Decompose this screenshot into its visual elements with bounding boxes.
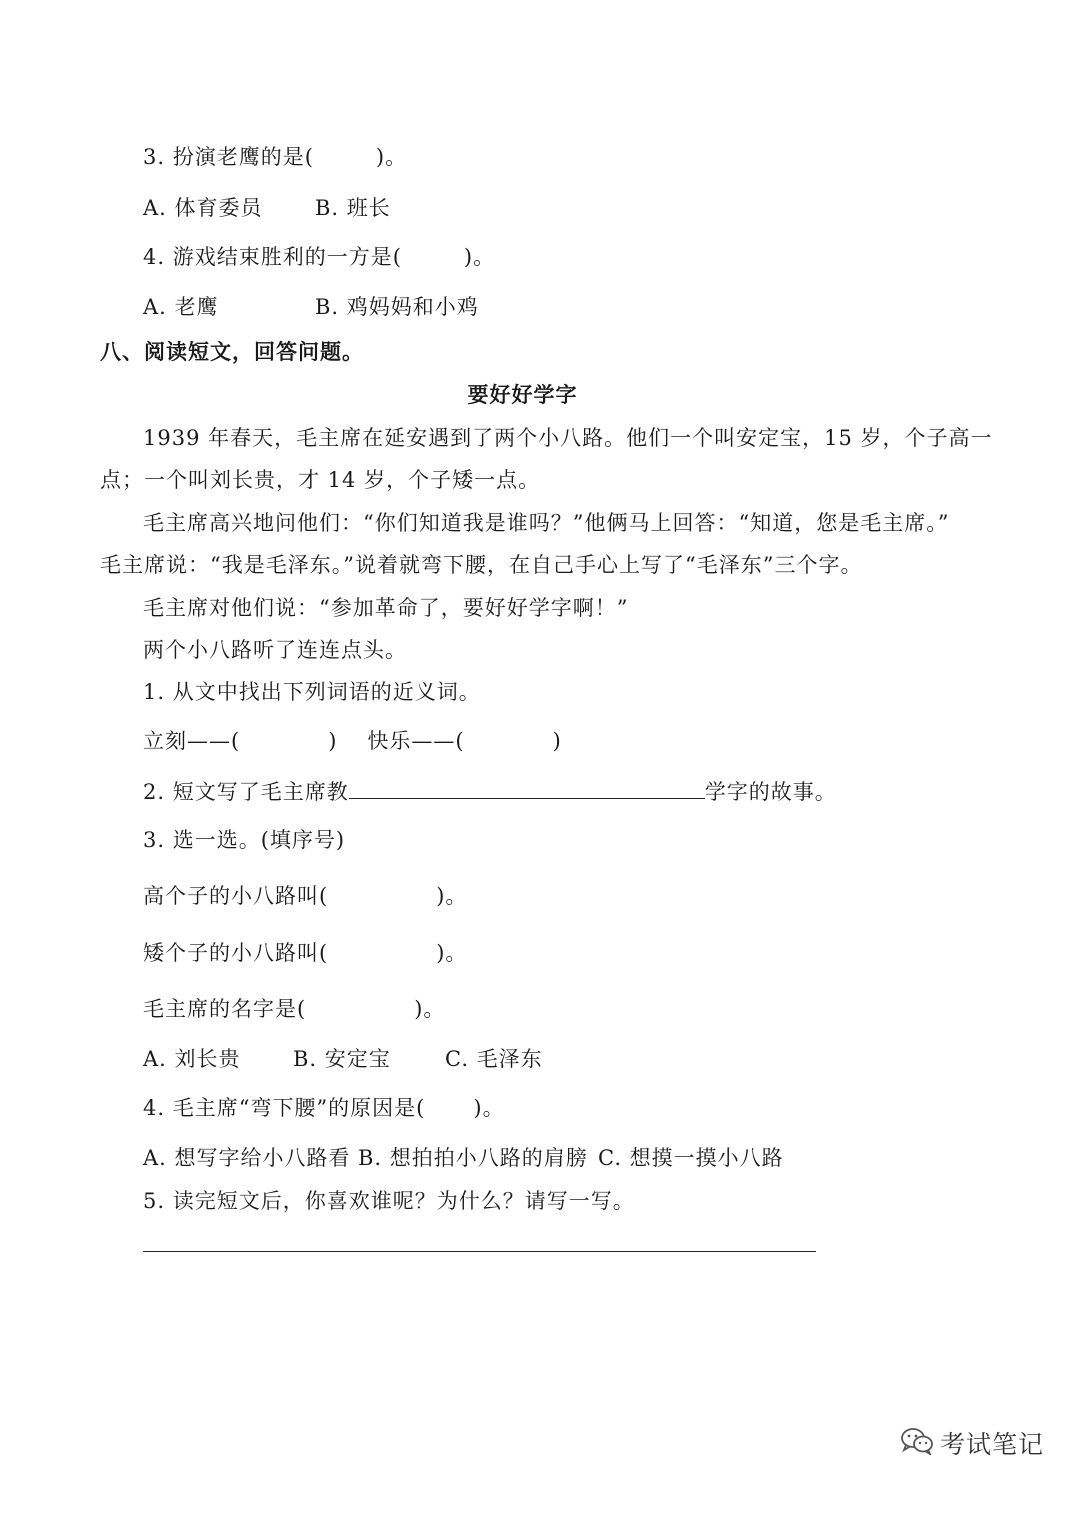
option-a: A. 刘长贵 [143,1047,241,1071]
option-b: B. 安定宝 [293,1047,391,1071]
passage-line: 毛主席对他们说：“参加革命了，要好好学字啊！” [143,596,629,620]
passage-line: 1939 年春天，毛主席在延安遇到了两个小八路。他们一个叫安定宝，15 岁，个子高一 [143,426,993,450]
section-heading: 八、阅读短文，回答问题。 [100,340,364,364]
q7-q3-options [143,193,391,223]
option-c: C. 毛泽东 [445,1047,543,1071]
option-c: C. 想摸一摸小八路 [598,1146,784,1170]
question-1-blanks: 立刻——( ) 快乐——( ) [143,729,562,753]
answer-blank[interactable] [349,776,705,799]
question-3: 3. 选一选。(填序号) [143,828,346,852]
answer-line[interactable] [143,1251,816,1252]
question-2: 2. 短文写了毛主席教 学字的故事。 [143,776,837,807]
q7-question-4: 4. 游戏结束胜利的一方是( )。 [143,245,496,269]
option-b: B. 班长 [315,196,391,220]
question-3a: 高个子的小八路叫( )。 [143,884,468,908]
question-5: 5. 读完短文后，你喜欢谁呢？为什么？请写一写。 [143,1189,635,1213]
question-1: 1. 从文中找出下列词语的近义词。 [143,680,481,704]
watermark-text: 考试笔记 [940,1430,1045,1459]
question-4-options [143,1143,784,1173]
option-a: A. 体育委员 [143,196,263,220]
question-3c: 毛主席的名字是( )。 [143,997,446,1021]
question-3b: 矮个子的小八路叫( )。 [143,941,468,965]
passage-line: 毛主席说：“我是毛泽东。”说着就弯下腰，在自己手心上写了“毛泽东”三个字。 [100,553,863,577]
option-a: A. 老鹰 [143,295,219,319]
question-3-options [143,1044,543,1074]
wechat-icon [900,1427,934,1459]
watermark [900,1425,1044,1461]
passage-title: 要好好学字 [467,383,578,407]
option-b: B. 想拍拍小八路的肩膀 [358,1146,588,1170]
q7-question-3: 3. 扮演老鹰的是( )。 [143,145,408,169]
option-a: A. 想写字给小八路看 [143,1146,351,1170]
option-b: B. 鸡妈妈和小鸡 [315,295,479,319]
question-4: 4. 毛主席“弯下腰”的原因是( )。 [143,1096,505,1120]
passage-line: 点；一个叫刘长贵，才 14 岁，个子矮一点。 [100,468,541,492]
passage-line: 两个小八路听了连连点头。 [143,638,407,662]
passage-line: 毛主席高兴地问他们：“你们知道我是谁吗？”他俩马上回答：“知道，您是毛主席。” [143,511,950,535]
q7-q4-options [143,292,479,322]
